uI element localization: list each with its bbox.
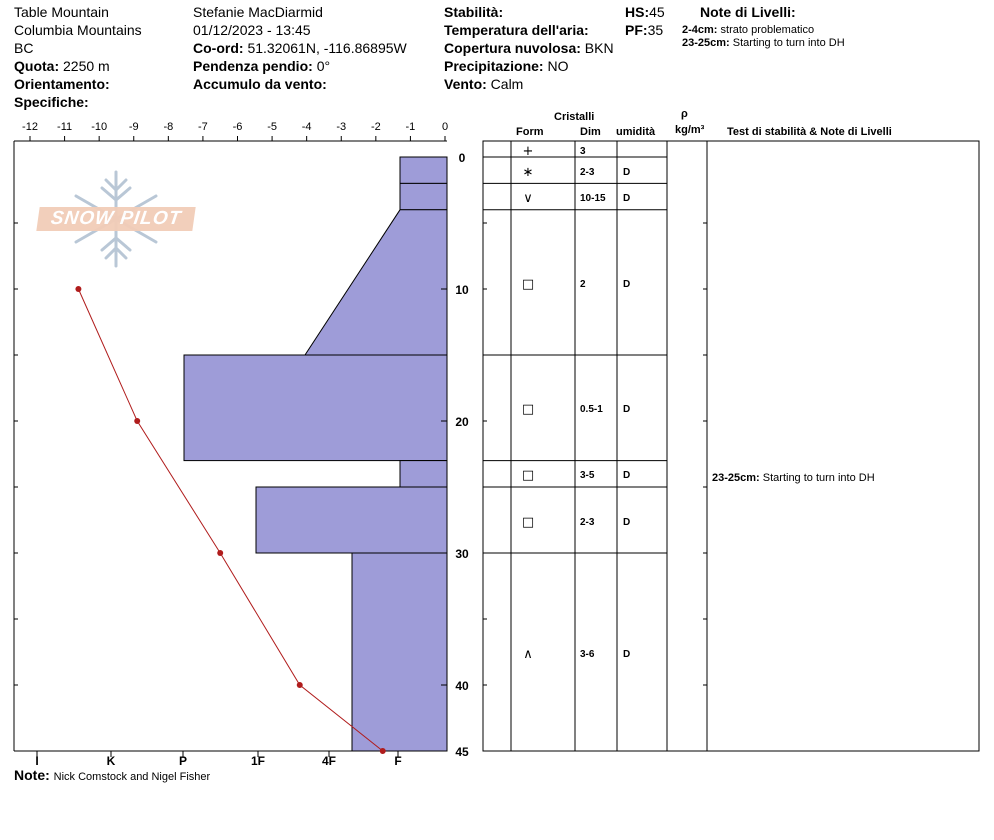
grain-form-icon: □ [521,277,535,292]
hardness-bar [400,157,447,183]
coord-label: Co-ord: [193,40,244,56]
mountain-range: Columbia Mountains [14,22,142,38]
grain-form-icon: □ [521,515,535,530]
grain-size: 3-6 [580,649,595,660]
temperature-tick-label: -11 [57,121,73,133]
copertura-label: Copertura nuvolosa: [444,40,581,56]
temperature-tick-label: -7 [198,121,208,133]
temperatura-label: Temperatura dell'aria: [444,22,589,38]
depth-tick-label: 30 [455,547,469,561]
hardness-bar [352,553,447,751]
grain-size: 3-5 [580,470,595,481]
hardness-tick-label: K [106,754,116,768]
hardness-tick-label: 1F [250,754,266,768]
col-form: Form [516,126,544,138]
hardness-bar [400,461,447,487]
depth-tick-label: 20 [455,415,469,429]
precipitazione-label: Precipitazione: [444,58,544,74]
grain-form-icon: ∧ [523,647,533,662]
depth-tick-label: 0 [458,151,466,165]
footer-note-text: Nick Comstock and Nigel Fisher [53,771,211,783]
temperature-tick-label: 0 [441,121,449,133]
coord-value: 51.32061N, -116.86895W [247,40,407,56]
depth-tick-label: 40 [455,679,469,693]
grain-moisture: D [623,167,631,178]
vento-value: Calm [490,76,524,92]
quota-label: Quota: [14,58,60,74]
temperature-tick-label: -3 [336,121,347,133]
temperature-tick-label: -12 [22,121,38,133]
footer-note [14,767,210,784]
grain-size: 3 [580,146,586,157]
orientamento-label: Orientamento: [14,76,110,92]
grain-size: 10-15 [580,193,606,204]
copertura-value: BKN [584,40,614,56]
province: BC [14,40,34,56]
grain-form-icon: + [522,144,534,159]
temperature-point [297,682,303,688]
grain-form-icon: □ [521,402,535,417]
temperature-tick-label: -2 [370,121,381,133]
layer-note [712,472,875,485]
cristalli-title: Cristalli [554,111,595,123]
temperature-tick-label: -10 [91,121,108,133]
note-livelli-text: strato problematico [720,24,815,36]
depth-tick-label: 45 [455,745,469,759]
note-livelli-title: Note di Livelli: [700,4,796,20]
hardness-bar [256,487,447,553]
hs-label: HS: [625,4,650,20]
temperature-tick-label: -9 [128,121,139,133]
depth-tick-label: 10 [455,283,469,297]
grain-form-icon: □ [521,468,535,483]
vento-label: Vento: [444,76,487,92]
temperature-point [134,418,140,424]
grain-moisture: D [623,404,631,415]
footer-note-label: Note: [14,767,50,783]
grain-form-icon: ∗ [522,165,534,180]
col-dim: Dim [580,126,601,138]
temperature-point [75,286,81,292]
col-tests: Test di stabilità & Note di Livelli [727,126,892,138]
pf-value: 35 [647,22,664,38]
hardness-bar [400,183,447,209]
grain-moisture: D [623,279,631,290]
snowpilot-logo: SNOW PILOT [36,207,195,231]
specifiche-label: Specifiche: [14,94,89,110]
temperature-tick-label: -1 [405,121,416,133]
grain-form-icon: ∨ [523,191,533,206]
pendenza-value: 0° [316,58,331,74]
table-frame [483,141,979,751]
grain-moisture: D [623,517,631,528]
hardness-bar [184,355,447,461]
hardness-tick-label: I [35,754,39,768]
hardness-tick-label: 4F [321,754,337,768]
hs-value: 45 [649,4,665,20]
note-livelli-depth: 2-4cm: [682,24,718,36]
grain-size: 2-3 [580,167,595,178]
note-livelli-depth: 23-25cm: [682,37,730,49]
precipitazione-value: NO [547,58,569,74]
hardness-tick-label: F [394,754,402,768]
col-umidita: umidità [616,126,656,138]
temperature-tick-label: -4 [301,121,312,133]
grain-moisture: D [623,649,631,660]
hardness-tick-label: P [178,754,188,768]
grain-size: 2-3 [580,517,595,528]
observation-datetime: 01/12/2023 - 13:45 [193,22,311,38]
temperature-tick-label: -8 [163,121,174,133]
temperature-point [380,748,386,754]
pendenza-label: Pendenza pendio: [193,58,313,74]
layer-note-text: Starting to turn into DH [762,472,875,484]
col-rho-unit: kg/m³ [675,124,705,136]
grain-size: 0.5-1 [580,404,603,415]
pf-label: PF: [625,22,648,38]
quota-value: 2250 m [63,58,110,74]
temperature-tick-label: -6 [232,121,243,133]
note-livelli-text: Starting to turn into DH [732,37,845,49]
hardness-bar [305,210,447,355]
temperature-point [217,550,223,556]
stabilita-label: Stabilità: [444,4,504,20]
layer-note-depth: 23-25cm: [712,472,760,484]
location-name: Table Mountain [14,4,109,20]
accumulo-label: Accumulo da vento: [193,76,327,92]
observer-name: Stefanie MacDiarmid [193,4,323,20]
grain-moisture: D [623,193,631,204]
temperature-tick-label: -5 [267,121,277,133]
grain-size: 2 [580,279,586,290]
grain-moisture: D [623,470,631,481]
col-rho: ρ [681,108,688,120]
